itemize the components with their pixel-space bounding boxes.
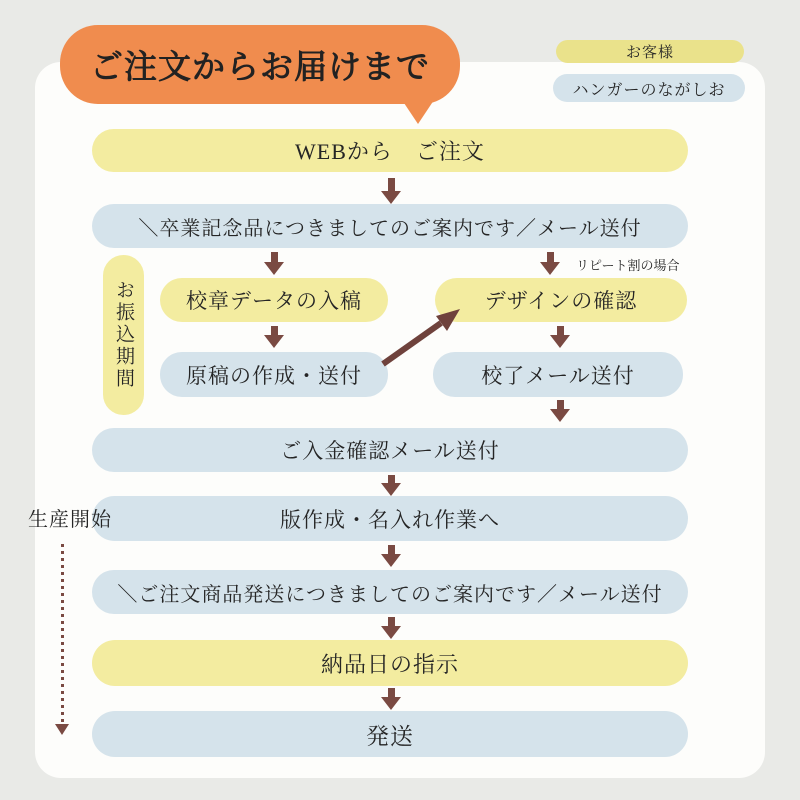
arrow-down-icon: [550, 326, 570, 348]
arrow-down-icon: [264, 252, 284, 275]
arrow-down-icon: [264, 326, 284, 348]
title-bubble: [60, 25, 460, 104]
transfer-period-label: お振込期間: [113, 280, 134, 390]
step-web-order: [92, 129, 688, 172]
step-design-confirmation-label: デザインの確認: [484, 289, 638, 313]
legend-shop-label: ハンガーのながしお: [572, 81, 726, 99]
arrow-down-icon: [381, 475, 401, 496]
step-shipping: [92, 711, 688, 757]
step-graduation-mail-label: ＼卒業記念品につきましてのご案内です／メール送付: [138, 217, 642, 240]
step-emblem-data-submission: [160, 278, 388, 322]
step-web-order-label: WEBから ご注文: [295, 139, 485, 164]
step-graduation-mail: [92, 204, 688, 248]
diagonal-arrow-icon: [370, 300, 470, 375]
legend-customer-label: お客様: [625, 45, 674, 61]
step-final-proof-mail: [433, 352, 683, 397]
transfer-period-pill: [103, 255, 144, 415]
legend-customer: [556, 40, 744, 63]
arrow-down-icon: [540, 252, 560, 275]
legend-shop: [553, 74, 745, 102]
step-draft-creation: [160, 352, 388, 397]
step-shipping-mail-label: ＼ご注文商品発送につきましてのご案内です／メール送付: [117, 583, 663, 606]
arrow-down-icon: [381, 545, 401, 567]
page-title: ご注文からお届けまで: [90, 50, 430, 86]
production-start-label: 生産開始: [28, 509, 112, 531]
step-emblem-data-label: 校章データの入稿: [186, 289, 362, 313]
step-plate-and-naming-label: 版作成・名入れ作業へ: [280, 507, 500, 532]
step-design-confirmation: [435, 278, 687, 322]
bubble-tail: [402, 100, 434, 124]
step-delivery-date-label: 納品日の指示: [320, 651, 459, 677]
step-payment-confirmation-mail: [92, 428, 688, 472]
arrow-down-icon: [550, 400, 570, 422]
arrow-down-icon: [381, 688, 401, 710]
step-shipping-label: 発送: [366, 723, 414, 749]
step-final-proof-mail-label: 校了メール送付: [481, 363, 635, 388]
step-draft-creation-label: 原稿の作成・送付: [186, 363, 362, 388]
arrow-down-icon: [381, 178, 401, 204]
step-plate-and-naming: [92, 496, 688, 541]
production-dotted-arrow: [61, 544, 64, 724]
arrow-down-icon: [381, 617, 401, 639]
repeat-discount-note: リピート割の場合: [576, 258, 680, 273]
step-payment-mail-label: ご入金確認メール送付: [280, 439, 500, 463]
step-delivery-date-instruction: [92, 640, 688, 686]
step-shipping-mail: [92, 570, 688, 614]
production-dotted-arrowhead-icon: [55, 724, 69, 735]
